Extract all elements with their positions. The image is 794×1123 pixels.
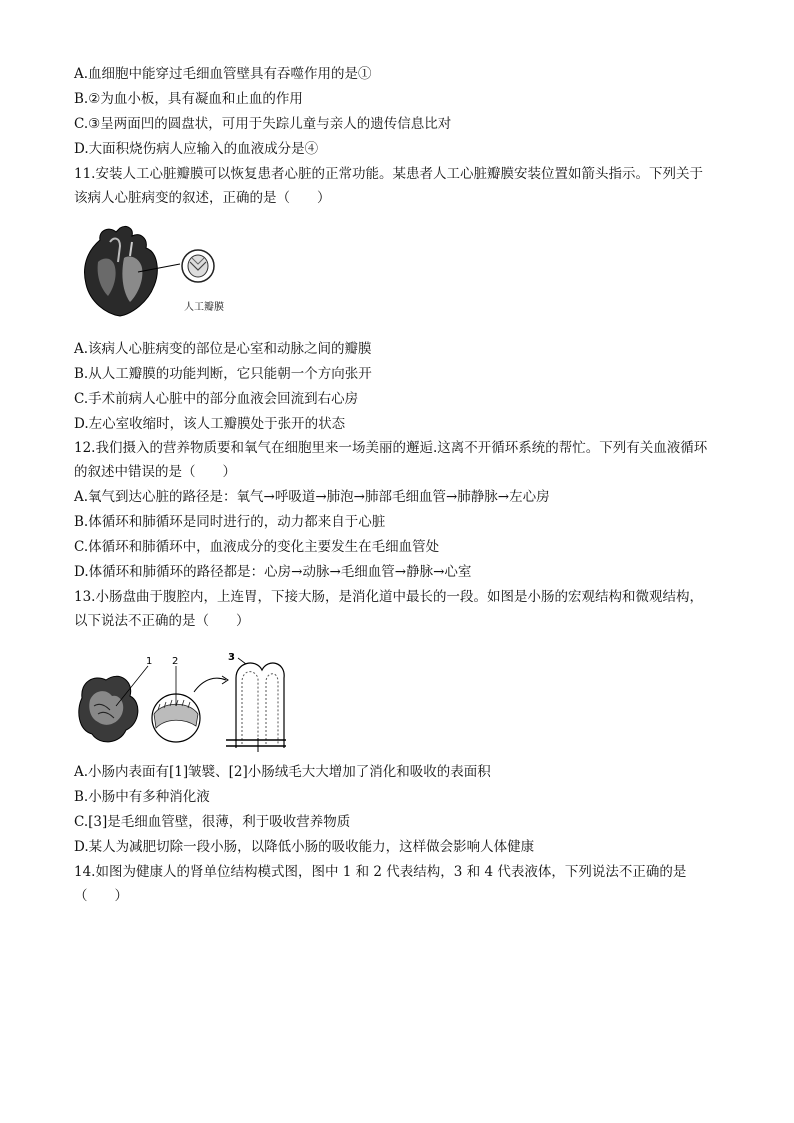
- q11-option-a: A.该病人心脏病变的部位是心室和动脉之间的瓣膜: [74, 341, 372, 357]
- q13-stem-line2: 以下说法不正确的是（ ）: [74, 613, 250, 629]
- q13-option-b: B.小肠中有多种消化液: [74, 789, 210, 805]
- q13-option-c: C.[3]是毛细血管壁，很薄，利于吸收营养物质: [74, 814, 351, 830]
- q12-stem-line1: 12.我们摄入的营养物质要和氧气在细胞里来一场美丽的邂逅.这离不开循环系统的帮忙。下列有关血液循环: [74, 440, 708, 456]
- q12-option-b: B.体循环和肺循环是同时进行的，动力都来自于心脏: [74, 514, 386, 530]
- q13-option-a: A.小肠内表面有[1]皱襞、[2]小肠绒毛大大增加了消化和吸收的表面积: [74, 764, 491, 780]
- q12-stem-line2: 的叙述中错误的是（ ）: [74, 464, 236, 480]
- q11-option-b: B.从人工瓣膜的功能判断，它只能朝一个方向张开: [74, 366, 372, 382]
- q10-option-b: B.②为血小板，具有凝血和止血的作用: [74, 91, 303, 107]
- valve-label: 人工瓣膜: [184, 302, 224, 313]
- q13-stem-line1: 13.小肠盘曲于腹腔内，上连胃，下接大肠，是消化道中最长的一段。如图是小肠的宏观结构和微观结构，: [74, 589, 703, 605]
- q14-stem-line1: 14.如图为健康人的肾单位结构模式图，图中 1 和 2 代表结构，3 和 4 代表液体，下列说法不正确的是: [74, 864, 687, 880]
- q12-option-c: C.体循环和肺循环中，血液成分的变化主要发生在毛细血管处: [74, 539, 440, 555]
- q10-option-c: C.③呈两面凹的圆盘状，可用于失踪儿童与亲人的遗传信息比对: [74, 116, 452, 132]
- q11-option-d: D.左心室收缩时，该人工瓣膜处于张开的状态: [74, 416, 346, 432]
- q11-option-c: C.手术前病人心脏中的部分血液会回流到右心房: [74, 391, 359, 407]
- label-1: 1: [146, 656, 153, 667]
- q11-stem-line1: 11.安装人工心脏瓣膜可以恢复患者心脏的正常功能。某患者人工心脏瓣膜安装位置如箭头指示。下列关于: [74, 166, 703, 182]
- q12-option-a: A.氧气到达心脏的路径是：氧气→呼吸道→肺泡→肺部毛细血管→肺静脉→左心房: [74, 489, 550, 505]
- q12-option-d: D.体循环和肺循环的路径都是：心房→动脉→毛细血管→静脉→心室: [74, 564, 472, 580]
- q13-option-d: D.某人为减肥切除一段小肠，以降低小肠的吸收能力，这样做会影响人体健康: [74, 839, 535, 855]
- small-intestine-figure: [76, 648, 286, 754]
- q14-stem-line2: （ ）: [74, 888, 128, 904]
- q10-option-a: A.血细胞中能穿过毛细血管壁具有吞噬作用的是①: [74, 66, 372, 82]
- q10-option-d: D.大面积烧伤病人应输入的血液成分是④: [74, 141, 319, 157]
- label-2: 2: [172, 656, 179, 667]
- q11-stem-line2: 该病人心脏病变的叙述，正确的是（ ）: [74, 190, 331, 206]
- heart-figure: [80, 222, 230, 322]
- label-3: 3: [228, 652, 235, 663]
